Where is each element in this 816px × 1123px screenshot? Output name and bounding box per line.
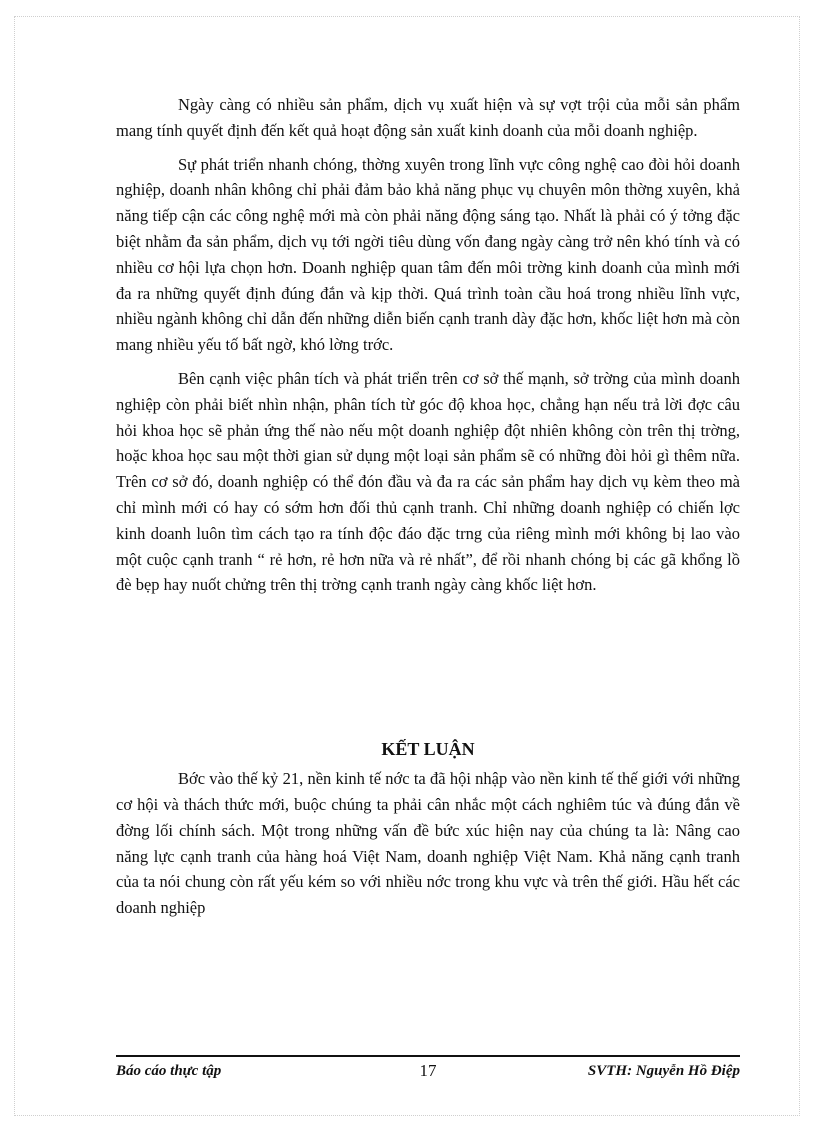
paragraph-2: Sự phát triển nhanh chóng, thờng xuyên trong lĩnh vực công nghệ cao đòi hỏi doanh nghiệp, doanh nhân không chỉ phải đảm bảo khả năng phục vụ chuyên môn thờng xuyên, khả năng tiếp cận các công nghệ mới mà còn phải năng động sáng tạo. Nhất là phải có ý tởng đặc biệt nhằm đa sản phẩm, dịch vụ tới ngời tiêu dùng vốn đang ngày càng trở nên khó tính và có nhiều cơ hội lựa chọn hơn. Doanh nghiệp quan tâm đến môi trờng kinh doanh của mình mới đa ra những quyết định đúng đắn và kịp thời. Quá trình toàn cầu hoá trong nhiều lĩnh vực, nhiều ngành không chỉ dẫn đến những diễn biến cạnh tranh dày đặc hơn, khốc liệt hơn mà còn mang nhiều yếu tố bất ngờ, khó lờng trớc. (116, 154, 740, 355)
footer-author: SVTH: Nguyễn Hồ Điệp (587, 1063, 740, 1079)
paragraph-3: Bên cạnh việc phân tích và phát triển trên cơ sở thế mạnh, sở trờng của mình doanh nghiệp còn phải biết nhìn nhận, phân tích từ góc độ khoa học, chẳng hạn nếu trả lời đợc câu hỏi khoa học sẽ phản ứng thế nào nếu một doanh nghiệp đột nhiên không còn trên thị trờng, hoặc khoa học sau một thời gian sử dụng một loại sản phẩm sẽ có những đòi hỏi gì thêm nữa. Trên cơ sở đó, doanh nghiệp có thể đón đầu và đa ra các sản phẩm hay dịch vụ kèm theo mà chỉ mình mới có hay có sớm hơn đối thủ cạnh tranh. Chỉ những doanh nghiệp có chiến lợc kinh doanh luôn tìm cách tạo ra tính độc đáo đặc trng của riêng mình mới không bị lao vào một cuộc cạnh tranh “ rẻ hơn, rẻ hơn nữa và rẻ nhất”, để rồi nhanh chóng bị các gã khổng lồ đè bẹp hay nuốt chửng trên thị trờng cạnh tranh ngày càng khốc liệt hơn. (116, 368, 740, 595)
section-spacer (116, 606, 740, 736)
page-number: 17 (419, 1061, 437, 1080)
conclusion-paragraph: Bớc vào thế kỷ 21, nền kinh tế nớc ta đã hội nhập vào nền kinh tế thế giới với những cơ hội và thách thức mới, buộc chúng ta phải cân nhắc một cách nghiêm túc và đúng đắn về đờng lối chính sách. Một trong những vấn đề bức xúc hiện nay của chúng ta là: Nâng cao năng lực cạnh tranh của hàng hoá Việt Nam, doanh nghiệp Việt Nam. Khả năng cạnh tranh của ta nói chung còn rất yếu kém so với nhiều nớc trong khu vực và trên thế giới. Hầu hết các doanh nghiệp (116, 769, 740, 918)
page-footer (116, 1062, 740, 1082)
footer-report-label: Báo cáo thực tập (116, 1063, 222, 1079)
conclusion-heading: KẾT LUẬN (381, 739, 475, 760)
document-body (116, 92, 740, 929)
paragraph-1: Ngày càng có nhiều sản phẩm, dịch vụ xuất hiện và sự vợt trội của mỗi sản phẩm mang tính quyết định đến kết quả hoạt động sản xuất kinh doanh của mỗi doanh nghiệp. (116, 95, 740, 140)
footer-divider (116, 1055, 740, 1057)
